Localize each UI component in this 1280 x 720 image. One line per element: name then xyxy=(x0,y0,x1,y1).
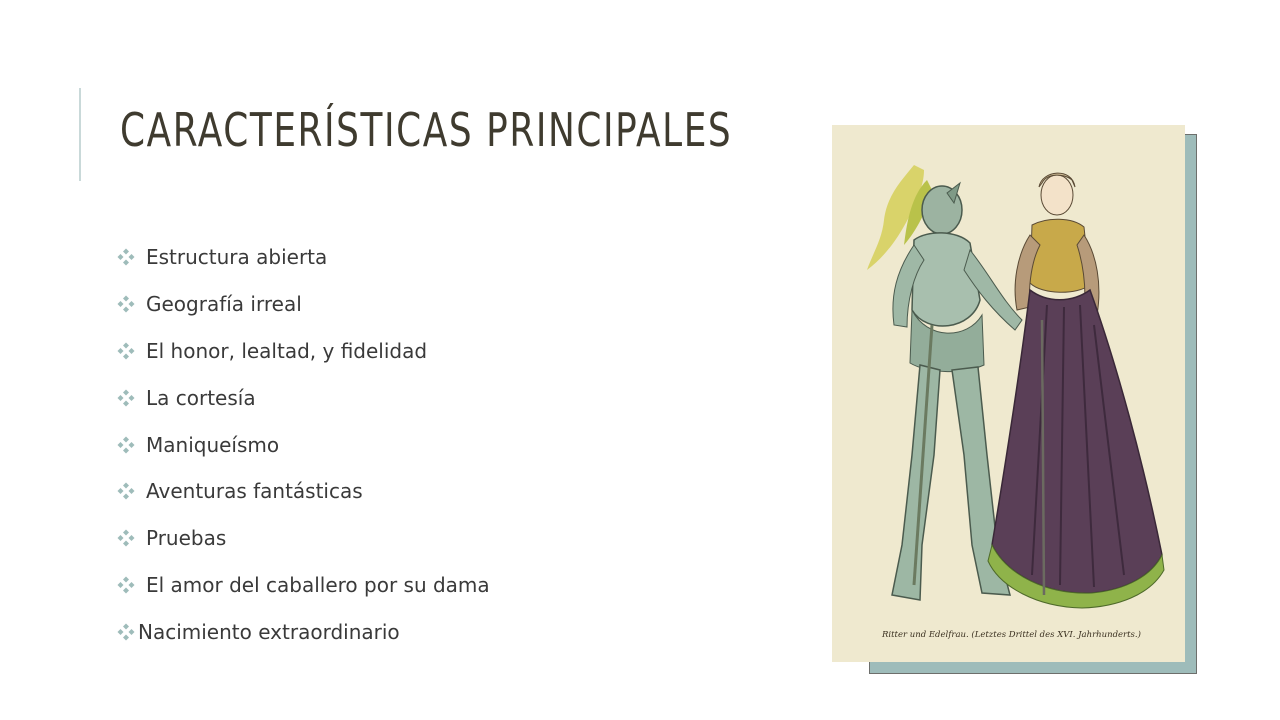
four-diamond-bullet-icon xyxy=(116,435,136,455)
bullet-text: Maniqueísmo xyxy=(146,432,280,457)
bullet-item xyxy=(116,421,490,468)
four-diamond-bullet-icon xyxy=(116,528,136,548)
bullet-item xyxy=(116,374,490,421)
bullet-item xyxy=(116,468,490,515)
bullet-text: La cortesía xyxy=(146,385,256,410)
bullet-text: Pruebas xyxy=(146,526,227,551)
four-diamond-bullet-icon xyxy=(116,388,136,408)
four-diamond-bullet-icon xyxy=(116,294,136,314)
bullet-text: Aventuras fantásticas xyxy=(146,479,363,504)
bullet-item xyxy=(116,608,490,655)
bullet-text: Nacimiento extraordinario xyxy=(138,619,400,644)
four-diamond-bullet-icon xyxy=(116,481,136,501)
bullet-text: Geografía irreal xyxy=(146,292,302,317)
bullet-item xyxy=(116,234,490,281)
bullet-item xyxy=(116,562,490,609)
bullet-text: El amor del caballero por su dama xyxy=(146,572,490,597)
four-diamond-bullet-icon xyxy=(116,341,136,361)
title-accent-bar xyxy=(79,88,81,181)
bullet-list xyxy=(116,234,490,655)
illustration-caption: Ritter und Edelfrau. (Letztes Drittel des XVI. Jahrhunderts.) xyxy=(882,630,1141,640)
bullet-text: El honor, lealtad, y fidelidad xyxy=(146,338,428,363)
bullet-text: Estructura abierta xyxy=(146,245,328,270)
four-diamond-bullet-icon xyxy=(116,247,136,267)
bullet-item xyxy=(116,328,490,375)
four-diamond-bullet-icon xyxy=(116,622,136,642)
knight-and-lady-illustration xyxy=(832,125,1185,662)
slide-title: CARACTERÍSTICAS PRINCIPALES xyxy=(120,103,733,157)
four-diamond-bullet-icon xyxy=(116,575,136,595)
bullet-item xyxy=(116,281,490,328)
bullet-item xyxy=(116,515,490,562)
